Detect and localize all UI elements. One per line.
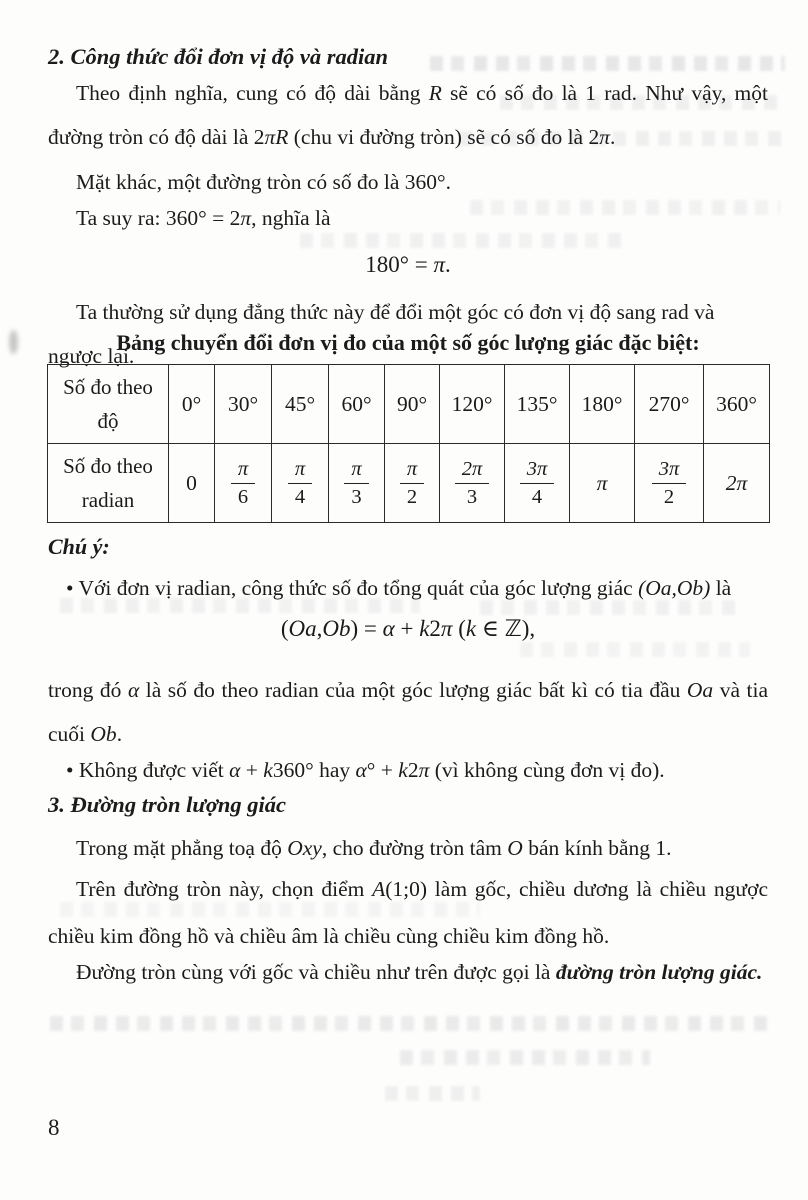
degree-radian-conversion-table [47,364,770,523]
para-ta-suy-ra: Ta suy ra: 360° = 2π, nghĩa là [76,206,331,230]
bleed-through-artifact [385,1086,480,1101]
note-bullet-not-allowed: • Không được viết α + k360° hay α° + k2π (vì không cùng đơn vị đo). [66,758,665,782]
fraction-numerator: π [400,458,424,484]
degree-cell: 180° [570,365,635,444]
scan-smudge-artifact [9,330,18,354]
fraction [288,458,312,509]
degree-cell: 30° [215,365,272,444]
page-number: 8 [48,1115,60,1140]
radian-cell [272,444,329,523]
radian-cell [635,444,704,523]
degree-cell: 270° [635,365,704,444]
fraction-denominator: 4 [531,485,543,508]
fraction-denominator: 2 [406,485,418,508]
fraction [652,458,687,509]
fraction-denominator: 3 [351,485,362,508]
para-mat-khac: Mặt khác, một đường tròn có số đo là 360°. [76,170,451,194]
degree-cell: 60° [329,365,385,444]
formula-oaob: (Oa,Ob) = α + k2π (k ∈ ℤ), [280,616,536,642]
row-header-degrees [48,365,169,444]
fraction-denominator: 6 [237,485,249,508]
fraction [520,458,555,509]
bleed-through-artifact [50,1016,770,1031]
fraction-numerator: 3π [520,458,555,484]
degree-cell: 0° [169,365,215,444]
para-trong-mat-phang: Trong mặt phẳng toạ độ Oxy, cho đường tròn tâm O bán kính bằng 1. [76,836,672,860]
row-header-radians [48,444,169,523]
radian-cell [440,444,505,523]
radian-cell [570,444,635,523]
fraction [455,458,490,509]
bleed-through-artifact [520,642,750,657]
radian-value: 2π [725,470,748,495]
fraction [231,458,255,509]
bleed-through-artifact [400,1050,650,1065]
fraction-denominator: 4 [294,485,306,508]
radian-cell [704,444,770,523]
degree-cell: 45° [272,365,329,444]
para-duong-tron-luong-giac: Đường tròn cùng với gốc và chiều như trên được gọi là đường tròn lượng giác. [76,960,763,984]
para-theo-dinh-nghia: Theo định nghĩa, cung có độ dài bằng R sẽ có số đo là 1 rad. Như vậy, một đường tròn có độ dài là 2πR (chu vi đường tròn) sẽ có số đo là 2π. [48,81,769,149]
radian-value: π [596,470,608,495]
para-tren-duong-tron: Trên đường tròn này, chọn điểm A(1;0) làm gốc, chiều dương là chiều ngược chiều kim đồng hồ và chiều âm là chiều cùng chiều kim đồng hồ. [48,877,768,948]
radian-cell [505,444,570,523]
row-header-line: Số đo theo [63,375,153,399]
degree-cell: 120° [440,365,505,444]
degree-cell: 90° [385,365,440,444]
para-ta-thuong: Ta thường sử dụng đẳng thức này để đổi một góc có đơn vị độ sang rad và ngược lại. [48,300,715,368]
fraction-numerator: π [231,458,255,484]
para-trong-do: trong đó α là số đo theo radian của một góc lượng giác bất kì có tia đầu Oa và tia cuối Ob. [48,678,768,746]
radian-cell [329,444,385,523]
radian-cell [169,444,215,523]
note-label: Chú ý: [48,534,110,559]
table-caption: Bảng chuyển đổi đơn vị đo của một số góc lượng giác đặc biệt: [116,330,700,355]
fraction-numerator: 2π [455,458,490,484]
fraction-denominator: 2 [663,485,675,508]
radian-value: 0 [186,470,197,495]
fraction [400,458,424,509]
row-header-line: Số đo theo [63,454,153,478]
row-header-line: độ [97,409,119,433]
degree-cell: 135° [505,365,570,444]
row-header-line: radian [81,488,135,512]
section-heading-unit-circle: 3. Đường tròn lượng giác [48,792,287,817]
table-row-radians [48,444,770,523]
formula-180-equals-pi: 180° = π. [365,252,451,277]
radian-cell [385,444,440,523]
fraction-denominator: 3 [466,485,478,508]
fraction-numerator: 3π [652,458,687,484]
note-bullet-general-formula: • Với đơn vị radian, công thức số đo tổng quát của góc lượng giác (Oa,Ob) là [66,576,732,600]
fraction-numerator: π [288,458,312,484]
table-row-degrees [48,365,770,444]
section-heading-conversion-formula: 2. Công thức đổi đơn vị độ và radian [48,44,388,69]
degree-cell: 360° [704,365,770,444]
fraction [344,458,368,509]
radian-cell [215,444,272,523]
fraction-numerator: π [344,458,368,484]
